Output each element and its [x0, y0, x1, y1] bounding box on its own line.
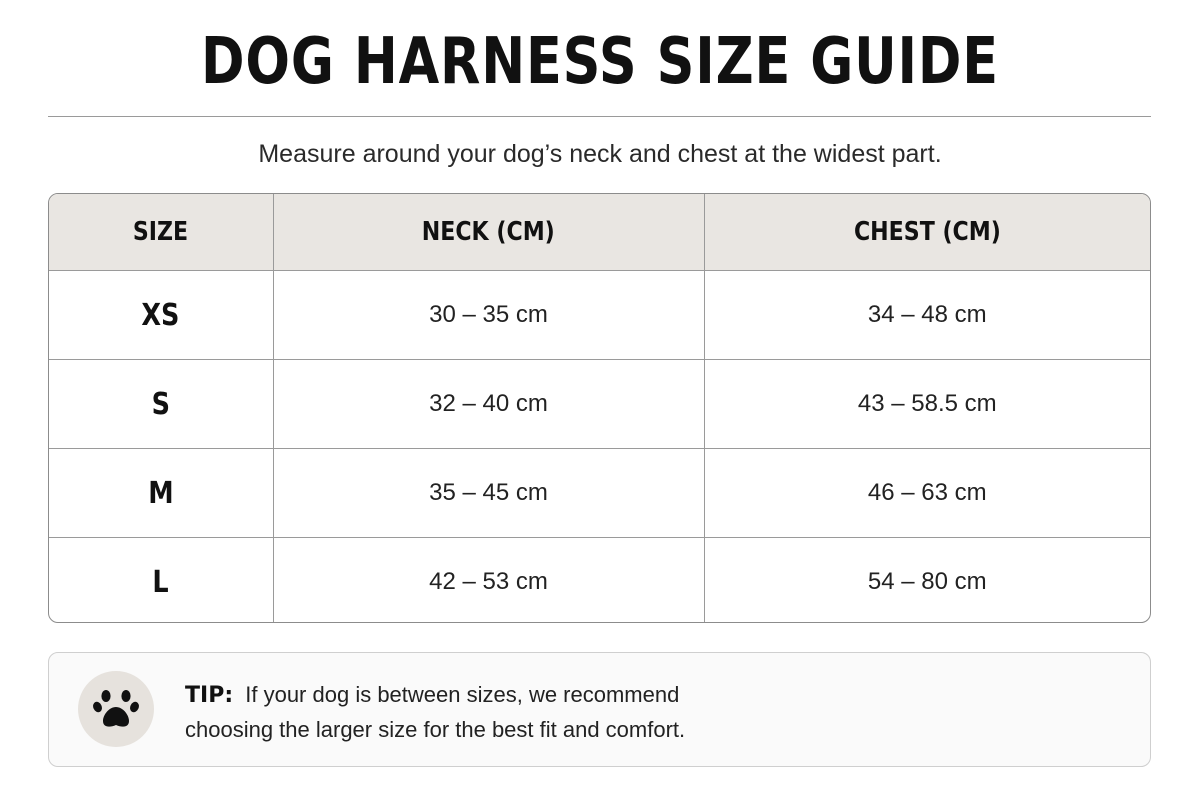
- table-header-row: [49, 194, 1150, 271]
- title-divider: [48, 116, 1151, 117]
- page-subtitle: Measure around your dog’s neck and chest at the widest part.: [258, 140, 942, 168]
- neck-cell: 42 – 53 cm: [273, 538, 704, 624]
- size-cell: S: [49, 360, 273, 449]
- chest-cell: 34 – 48 cm: [704, 271, 1150, 360]
- tip-label: TIP:: [185, 683, 234, 708]
- tip-text: [185, 678, 1085, 747]
- tip-line-1: If your dog is between sizes, we recommend: [245, 682, 680, 707]
- size-cell: M: [49, 449, 273, 538]
- header-neck: NECK (CM): [273, 194, 704, 271]
- size-table: [48, 193, 1151, 623]
- table-row: [49, 538, 1150, 624]
- page-title: DOG HARNESS SIZE GUIDE: [201, 25, 999, 99]
- paw-icon-badge: [78, 671, 154, 747]
- header-chest: CHEST (CM): [704, 194, 1150, 271]
- table-row: [49, 449, 1150, 538]
- neck-cell: 35 – 45 cm: [273, 449, 704, 538]
- tip-line-2: choosing the larger size for the best fit and comfort.: [185, 717, 686, 742]
- neck-cell: 30 – 35 cm: [273, 271, 704, 360]
- size-cell: XS: [49, 271, 273, 360]
- paw-icon: [92, 685, 140, 733]
- chest-cell: 43 – 58.5 cm: [704, 360, 1150, 449]
- size-cell: L: [49, 538, 273, 624]
- header-size: SIZE: [49, 194, 273, 271]
- chest-cell: 46 – 63 cm: [704, 449, 1150, 538]
- table-row: [49, 271, 1150, 360]
- neck-cell: 32 – 40 cm: [273, 360, 704, 449]
- chest-cell: 54 – 80 cm: [867, 568, 987, 595]
- tip-box: [48, 652, 1151, 767]
- table-row: [49, 360, 1150, 449]
